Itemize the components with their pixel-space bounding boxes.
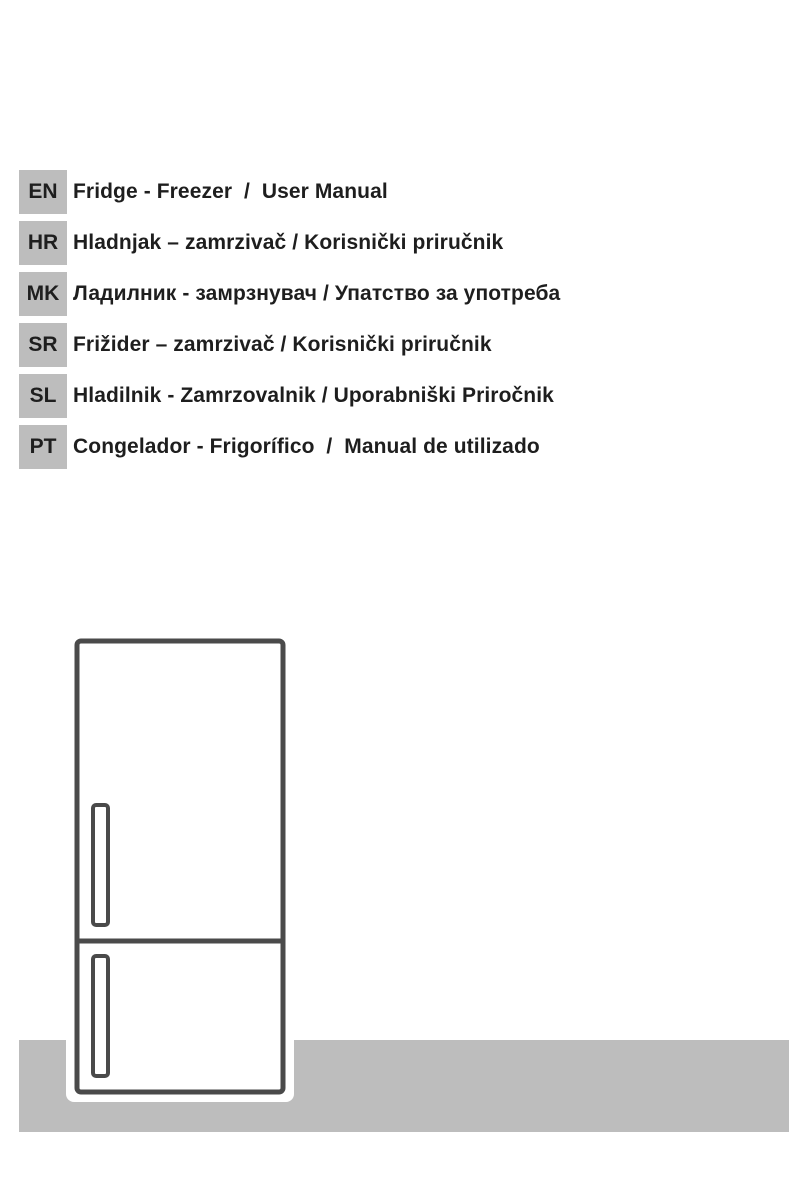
- language-code-badge: SR: [19, 323, 67, 367]
- manual-title: Frižider – zamrzivač / Korisnički priručnik: [73, 333, 492, 356]
- freezer-lower-handle: [93, 956, 108, 1076]
- manual-title: Hladilnik - Zamrzovalnik / Uporabniški Priročnik: [73, 384, 554, 407]
- language-code-badge: PT: [19, 425, 67, 469]
- manual-title: Ладилник - замрзнувач / Упатство за употреба: [73, 282, 561, 305]
- language-code-badge: EN: [19, 170, 67, 214]
- manual-title: Hladnjak – zamrzivač / Korisnički priručnik: [73, 231, 504, 254]
- language-code-badge: MK: [19, 272, 67, 316]
- manual-title: Fridge - Freezer / User Manual: [73, 180, 388, 203]
- manual-title: Congelador - Frigorífico / Manual de utilizado: [73, 435, 540, 458]
- fridge-upper-handle: [93, 805, 108, 925]
- language-code-badge: SL: [19, 374, 67, 418]
- language-code-badge: HR: [19, 221, 67, 265]
